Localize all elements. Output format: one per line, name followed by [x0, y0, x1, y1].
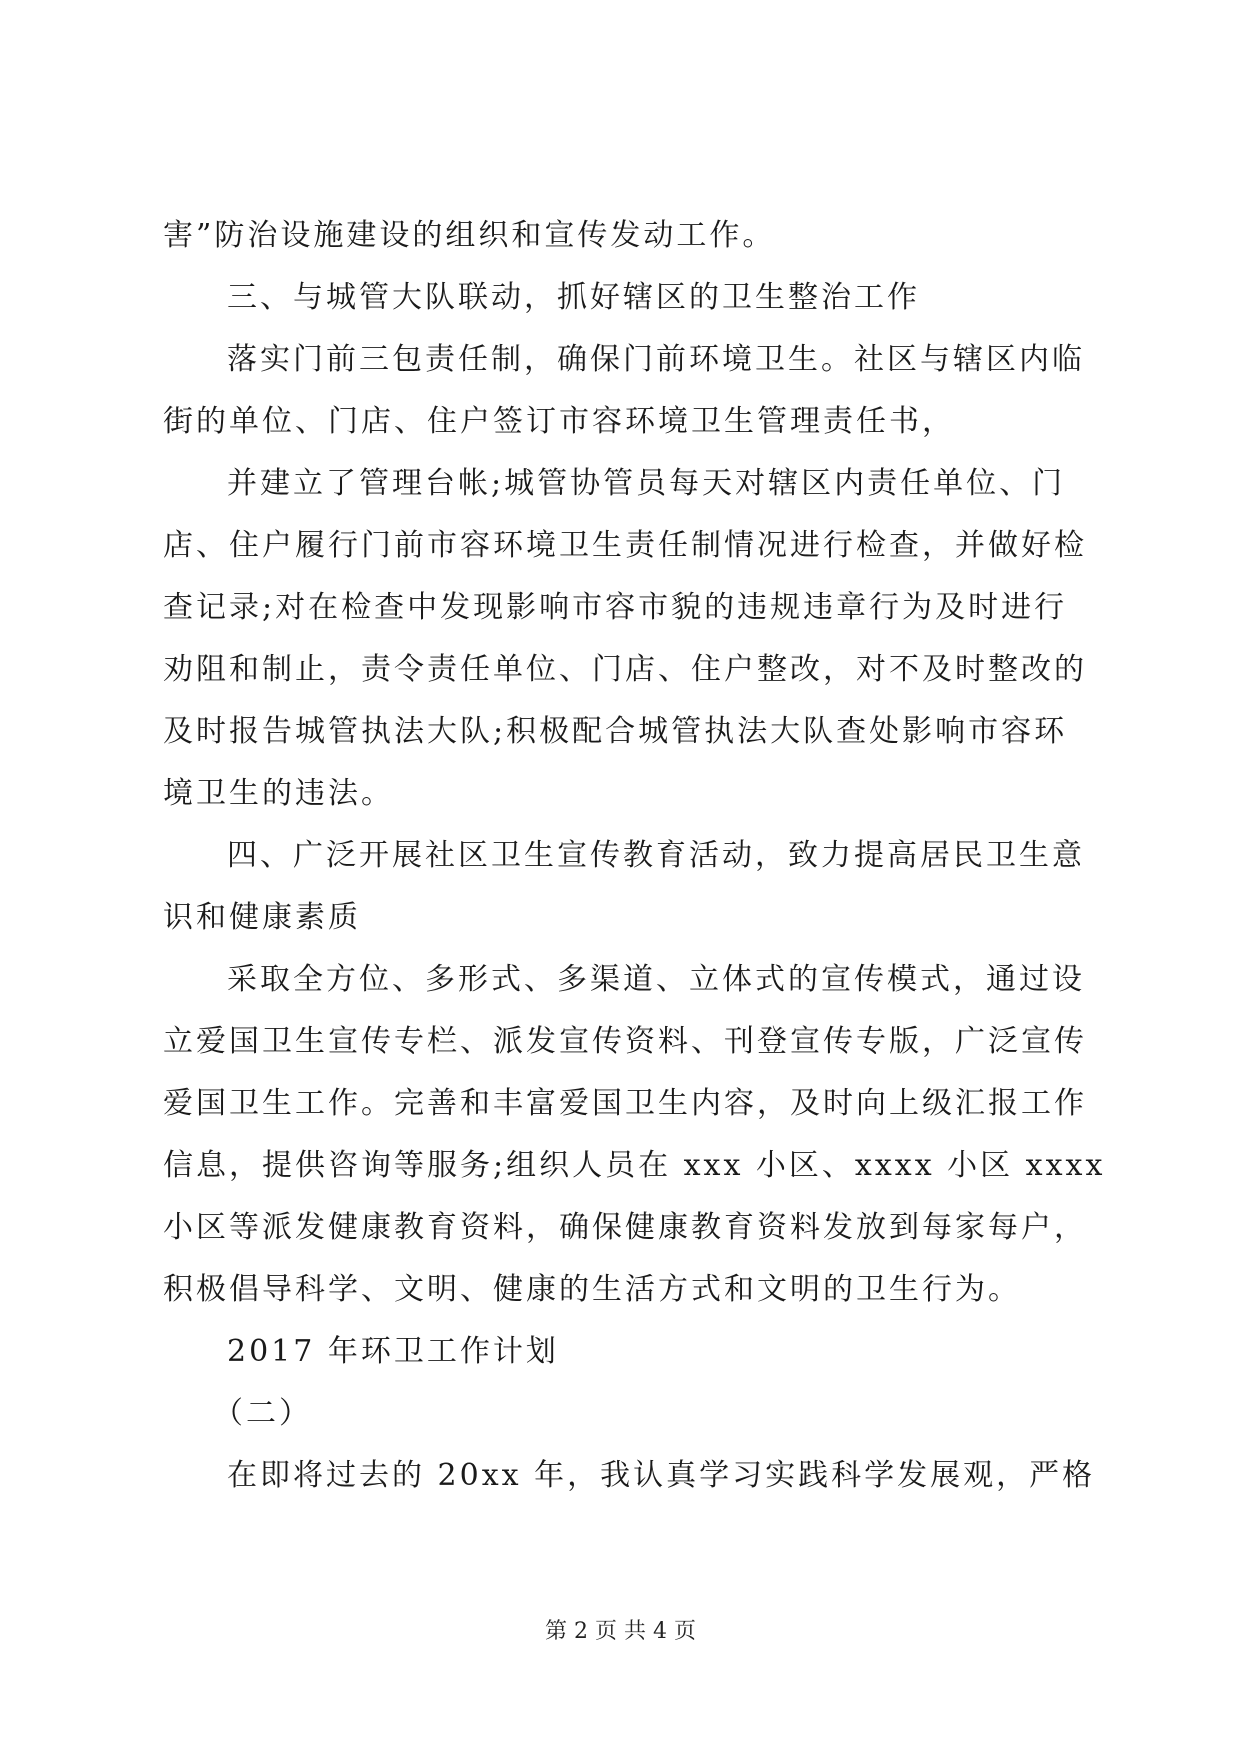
text-line: 在即将过去的 20xx 年，我认真学习实践科学发展观，严格 [227, 1458, 1096, 1493]
text-line: 店、住户履行门前市容环境卫生责任制情况进行检查，并做好检 [163, 528, 1087, 563]
text-line: 劝阻和制止，责令责任单位、门店、住户整改，对不及时整改的 [163, 652, 1087, 687]
text-line: 立爱国卫生宣传专栏、派发宣传资料、刊登宣传专版，广泛宣传 [163, 1024, 1087, 1059]
text-line: 境卫生的违法。 [163, 776, 394, 811]
text-line: 积极倡导科学、文明、健康的生活方式和文明的卫生行为。 [163, 1272, 1021, 1307]
text-line: 采取全方位、多形式、多渠道、立体式的宣传模式，通过设 [227, 962, 1085, 997]
document-body [163, 205, 1106, 1507]
text-line: 四、广泛开展社区卫生宣传教育活动，致力提高居民卫生意 [227, 838, 1085, 873]
text-line: 2017 年环卫工作计划 [227, 1334, 559, 1369]
text-line: 小区等派发健康教育资料，确保健康教育资料发放到每家每户， [163, 1210, 1087, 1245]
text-line: 三、与城管大队联动，抓好辖区的卫生整治工作 [227, 280, 920, 315]
text-line: 落实门前三包责任制，确保门前环境卫生。社区与辖区内临 [227, 342, 1085, 377]
text-line: 并建立了管理台帐;城管协管员每天对辖区内责任单位、门 [227, 466, 1066, 501]
text-line: 害”防治设施建设的组织和宣传发动工作。 [163, 218, 776, 253]
page-footer: 第 2 页 共 4 页 [545, 1619, 696, 1644]
text-line: 识和健康素质 [163, 900, 361, 935]
text-line: 信息，提供咨询等服务;组织人员在 xxx 小区、xxxx 小区 xxxx [163, 1148, 1106, 1183]
text-line: 爱国卫生工作。完善和丰富爱国卫生内容，及时向上级汇报工作 [163, 1086, 1087, 1121]
text-line: 及时报告城管执法大队;积极配合城管执法大队查处影响市容环 [163, 714, 1068, 749]
text-line: 街的单位、门店、住户签订市容环境卫生管理责任书， [163, 404, 955, 439]
text-line: （二） [213, 1396, 312, 1431]
text-line: 查记录;对在检查中发现影响市容市貌的违规违章行为及时进行 [163, 590, 1068, 625]
